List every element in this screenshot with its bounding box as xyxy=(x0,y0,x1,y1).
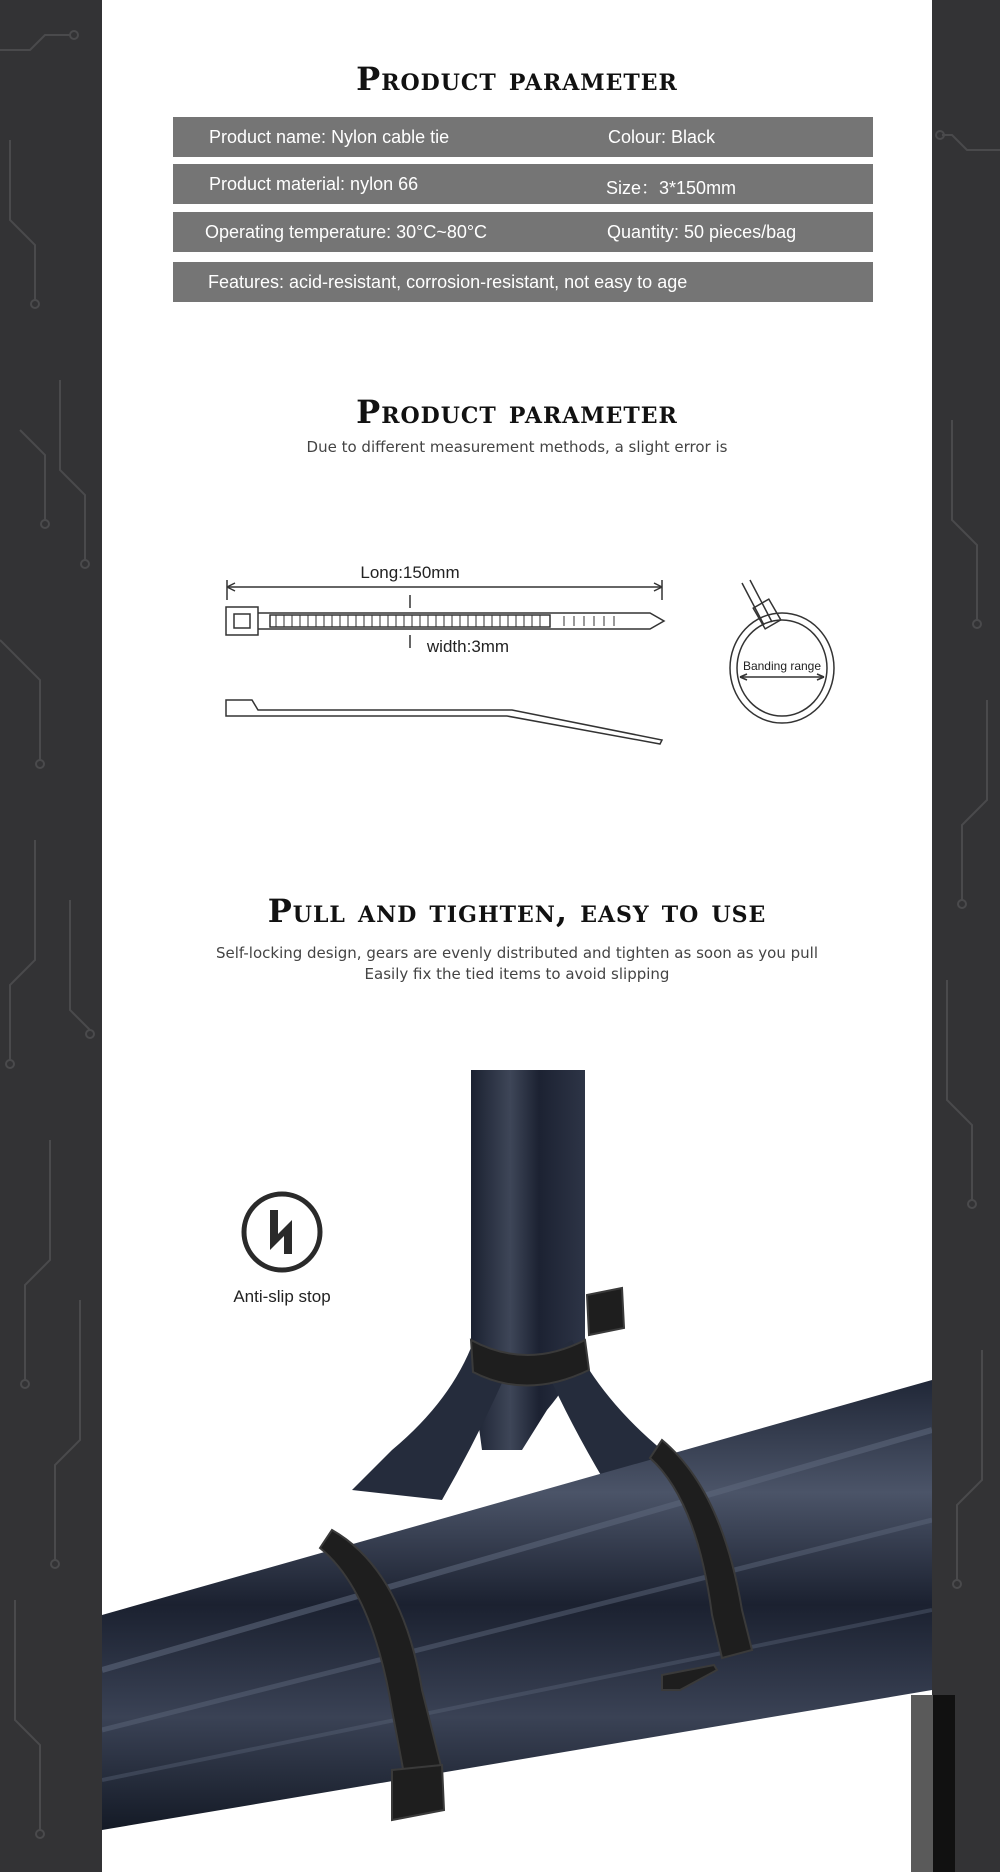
product-detail-panel xyxy=(102,0,932,1872)
scrollbar-track xyxy=(933,1695,955,1872)
section-title-dimensions: Product parameter xyxy=(356,393,678,431)
cable-tie-drawing xyxy=(102,540,932,760)
param-row xyxy=(173,117,873,157)
param-product-name: Product name: Nylon cable tie xyxy=(209,127,450,147)
param-quantity: Quantity: 50 pieces/bag xyxy=(607,222,797,242)
circuit-pattern-right xyxy=(932,0,1000,1872)
param-features: Features: acid-resistant, corrosion-resistant, not easy to age xyxy=(208,272,688,292)
param-row xyxy=(173,164,873,204)
anti-slip-feature xyxy=(222,1190,342,1307)
length-label: Long:150mm xyxy=(360,563,460,582)
usage-description-line2: Easily fix the tied items to avoid slipping xyxy=(364,965,670,983)
param-row xyxy=(173,262,873,302)
circuit-pattern-left xyxy=(0,0,102,1872)
param-row xyxy=(173,212,873,252)
param-size: Size：3*150mm xyxy=(606,178,737,198)
left-circuit-background xyxy=(0,0,102,1872)
section-title-parameters: Product parameter xyxy=(356,60,678,98)
param-material: Product material: nylon 66 xyxy=(209,174,419,194)
anti-slip-label: Anti-slip stop xyxy=(233,1287,331,1306)
param-temperature: Operating temperature: 30°C~80°C xyxy=(205,222,488,242)
width-label: width:3mm xyxy=(426,637,510,656)
usage-description-line1: Self-locking design, gears are evenly distributed and tighten as soon as you pull xyxy=(216,944,818,962)
cable-tie-diagram xyxy=(102,540,932,760)
anti-slip-icon xyxy=(240,1190,324,1274)
measurement-note: Due to different measurement methods, a slight error is xyxy=(306,438,728,456)
param-colour: Colour: Black xyxy=(608,127,716,147)
right-circuit-background xyxy=(932,0,1000,1872)
section-title-usage: Pull and tighten, easy to use xyxy=(267,892,767,930)
banding-range-label: Banding range xyxy=(742,659,822,673)
scrollbar-thumb[interactable] xyxy=(911,1695,955,1872)
